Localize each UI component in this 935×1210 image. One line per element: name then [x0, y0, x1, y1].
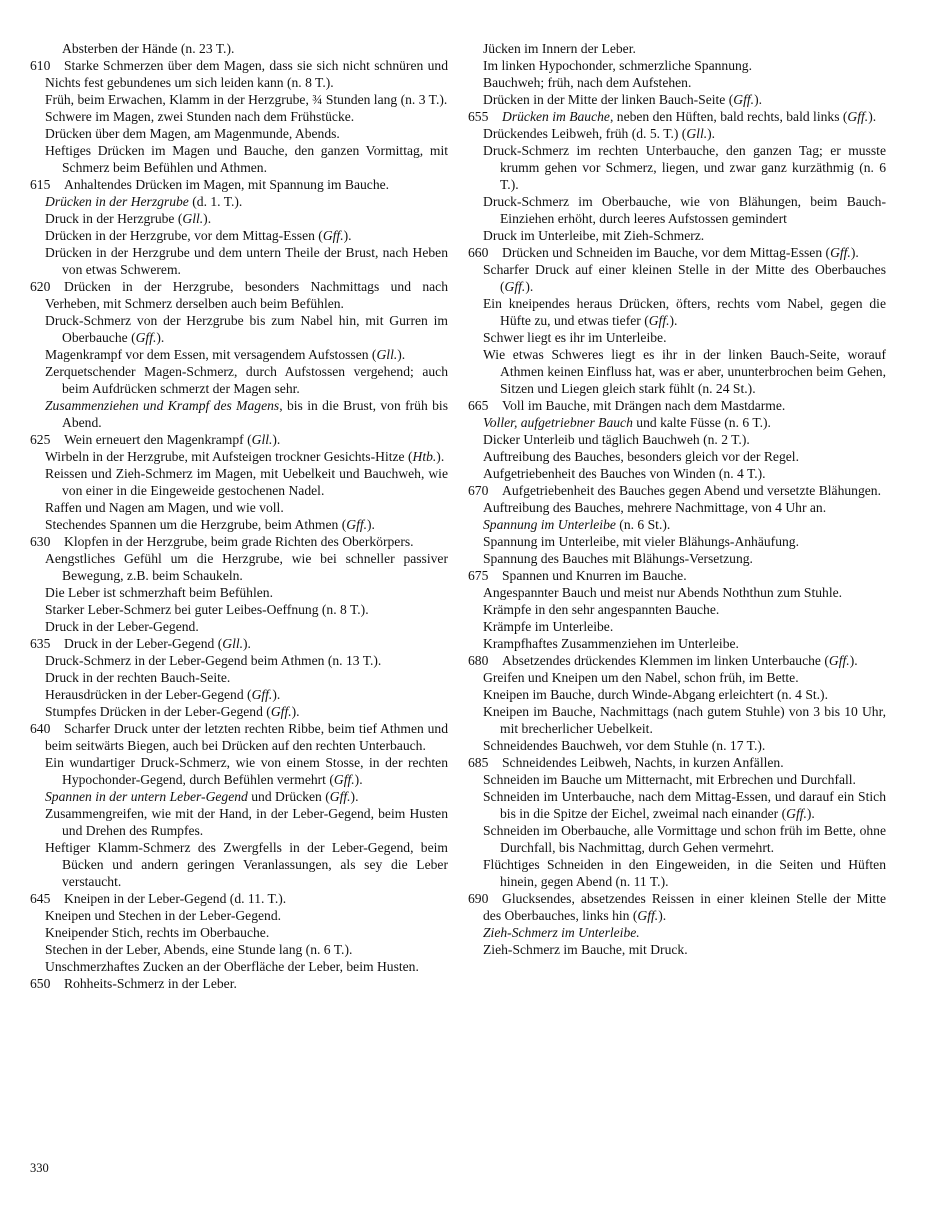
symptom-text: Spannen in der untern Leber-Gegend [45, 789, 248, 804]
symptom-text: Drücken im Bauche [502, 109, 610, 124]
symptom-text: Anhaltendes Drücken im Magen, mit Spannung im Bauche. [64, 177, 390, 192]
symptom-text: Drücken über dem Magen, am Magenmunde, Abends. [45, 126, 340, 141]
symptom-entry [483, 584, 886, 601]
symptom-entry [483, 669, 886, 686]
symptom-text: Zieh-Schmerz im Bauche, mit Druck. [483, 942, 688, 957]
symptom-text: Druck in der Herzgrube ( [45, 211, 183, 226]
symptom-entry [45, 686, 448, 703]
symptom-text: ). [291, 704, 300, 719]
symptom-entry [45, 91, 448, 108]
symptom-text: Reissen und Zieh-Schmerz im Magen, mit Uebelkeit und Bauchweh, wie von einer in die Eingeweide gestochenen Nadel. [45, 466, 448, 498]
symptom-text: Gff. [346, 517, 368, 532]
symptom-text: Schneiden im Bauche um Mitternacht, mit Erbrechen und Durchfall. [483, 772, 856, 787]
symptom-entry [483, 227, 886, 244]
symptom-text: ). [156, 330, 165, 345]
column-left [30, 40, 448, 992]
symptom-entry [45, 312, 448, 346]
symptom-text: Ein wundartiger Druck-Schmerz, wie von einem Stosse, in der rechten Hypochonder-Gegend, durch Befühlen vermehrt ( [45, 755, 448, 787]
symptom-text: ). [707, 126, 716, 141]
symptom-text: Gff. [828, 653, 850, 668]
symptom-text: ). [436, 449, 445, 464]
symptom-entry-635 [30, 635, 448, 652]
symptom-text: Druck-Schmerz in der Leber-Gegend beim Athmen (n. 13 T.). [45, 653, 382, 668]
symptom-text: Aufgetriebenheit des Bauches von Winden (n. 4 T.). [483, 466, 766, 481]
symptom-text: Gll. [686, 126, 708, 141]
symptom-entry [483, 465, 886, 482]
symptom-text: Gff. [329, 789, 351, 804]
symptom-text: Spannung im Unterleibe [483, 517, 616, 532]
symptom-text: ). [272, 687, 281, 702]
symptom-text: Ein kneipendes heraus Drücken, öfters, rechts vom Nabel, gegen die Hüfte zu, und etwas tiefer ( [483, 296, 886, 328]
symptom-text: , neben den Hüften, bald rechts, bald links ( [609, 109, 848, 124]
symptom-text: Gff. [270, 704, 292, 719]
symptom-text: Zusammenziehen und Krampf des Magens [45, 398, 280, 413]
symptom-text: ). [397, 347, 406, 362]
symptom-text: ). [806, 806, 815, 821]
symptom-entry [483, 261, 886, 295]
symptom-text: Krämpfe in den sehr angespannten Bauche. [483, 602, 720, 617]
symptom-entry [483, 499, 886, 516]
symptom-entry-625 [30, 431, 448, 448]
symptom-entry-680 [468, 652, 886, 669]
symptom-text: Scharfer Druck auf einer kleinen Stelle in der Mitte des Oberbauches ( [483, 262, 886, 294]
symptom-number: 680 [468, 653, 489, 668]
symptom-entry [45, 499, 448, 516]
symptom-entry [483, 533, 886, 550]
symptom-entry [483, 737, 886, 754]
symptom-text: Drücken in der Herzgrube und dem untern Theile der Brust, nach Heben von etwas Schwerem. [45, 245, 448, 277]
symptom-text: Kneipen in der Leber-Gegend (d. 11. T.). [64, 891, 287, 906]
symptom-text: Htb. [412, 449, 437, 464]
symptom-text: Spannen und Knurren im Bauche. [502, 568, 687, 583]
symptom-text: Druck in der rechten Bauch-Seite. [45, 670, 231, 685]
page-number: 330 [30, 1161, 49, 1175]
symptom-text: Raffen und Nagen am Magen, und wie voll. [45, 500, 284, 515]
symptom-text: Die Leber ist schmerzhaft beim Befühlen. [45, 585, 273, 600]
symptom-number: 665 [468, 398, 489, 413]
symptom-text: Krampfhaftes Zusammenziehen im Unterleibe. [483, 636, 739, 651]
symptom-text: Schwere im Magen, zwei Stunden nach dem Frühstücke. [45, 109, 355, 124]
symptom-text: Gll. [251, 432, 273, 447]
symptom-text: Spannung des Bauches mit Blähungs-Versetzung. [483, 551, 753, 566]
symptom-text: ). [203, 211, 212, 226]
symptom-entry [45, 227, 448, 244]
symptom-text: Schneiden im Oberbauche, alle Vormittage und schon früh im Bette, ohne Durchfall, bis Nachmittag, durch Gehen vermehrt. [483, 823, 886, 855]
symptom-entry [483, 431, 886, 448]
symptom-text: Heftiges Drücken im Magen und Bauche, den ganzen Vormittag, mit Schmerz beim Befühlen und Athmen. [45, 143, 448, 175]
symptom-entry [45, 108, 448, 125]
symptom-number: 655 [468, 109, 489, 124]
symptom-entry [483, 635, 886, 652]
symptom-number: 610 [30, 58, 51, 73]
symptom-entry [483, 346, 886, 397]
symptom-entry [45, 40, 448, 57]
symptom-text: Dicker Unterleib und täglich Bauchweh (n. 2 T.). [483, 432, 750, 447]
symptom-text: Druck in der Leber-Gegend. [45, 619, 199, 634]
symptom-text: ). [754, 92, 762, 107]
symptom-entry [45, 397, 448, 431]
symptom-text: Gff. [322, 228, 344, 243]
symptom-entry [45, 465, 448, 499]
symptom-text: Drücken in der Mitte der linken Bauch-Seite ( [483, 92, 734, 107]
symptom-number: 630 [30, 534, 51, 549]
symptom-text: Zusammengreifen, wie mit der Hand, in der Leber-Gegend, beim Husten und Drehen des Rumpfes. [45, 806, 448, 838]
symptom-entry-660 [468, 244, 886, 261]
two-column-text-block [30, 40, 887, 992]
symptom-entry [45, 754, 448, 788]
symptom-text: ). [243, 636, 251, 651]
symptom-text: Druck in der Leber-Gegend ( [64, 636, 223, 651]
symptom-entry-645 [30, 890, 448, 907]
symptom-entry [483, 550, 886, 567]
symptom-text: Gff. [135, 330, 157, 345]
symptom-entry [45, 941, 448, 958]
symptom-text: Gll. [182, 211, 204, 226]
symptom-text: Im linken Hypochonder, schmerzliche Spannung. [483, 58, 752, 73]
symptom-entry [483, 771, 886, 788]
symptom-entry [483, 193, 886, 227]
symptom-entry-690 [468, 890, 886, 924]
symptom-entry-630 [30, 533, 448, 550]
symptom-entry [45, 924, 448, 941]
symptom-text: ). [669, 313, 678, 328]
symptom-number: 620 [30, 279, 51, 294]
symptom-text: Kneipen im Bauche, durch Winde-Abgang erleichtert (n. 4 St.). [483, 687, 828, 702]
symptom-text: ). [850, 245, 859, 260]
symptom-text: Glucksendes, absetzendes Reissen in einer kleinen Stelle der Mitte des Oberbauches, links hin ( [483, 891, 886, 923]
symptom-entry [483, 618, 886, 635]
symptom-entry [483, 40, 886, 57]
symptom-text: Drücken in der Herzgrube [45, 194, 189, 209]
symptom-entry [483, 125, 886, 142]
symptom-text: Schneidendes Bauchweh, vor dem Stuhle (n. 17 T.). [483, 738, 766, 753]
symptom-entry [483, 856, 886, 890]
symptom-entry [45, 142, 448, 176]
symptom-text: ). [868, 109, 877, 124]
symptom-text: (n. 6 St.). [615, 517, 671, 532]
symptom-entry [45, 584, 448, 601]
symptom-number: 685 [468, 755, 489, 770]
symptom-entry [45, 516, 448, 533]
symptom-entry [483, 57, 886, 74]
symptom-entry [483, 74, 886, 91]
symptom-number: 635 [30, 636, 51, 651]
symptom-entry [483, 142, 886, 193]
symptom-text: Voller, aufgetriebner Bauch [483, 415, 633, 430]
symptom-text: Rohheits-Schmerz in der Leber. [64, 976, 237, 991]
symptom-text: Kneipen und Stechen in der Leber-Gegend. [45, 908, 282, 923]
symptom-entry-655 [468, 108, 886, 125]
symptom-entry [483, 686, 886, 703]
symptom-text: Magenkrampf vor dem Essen, mit versagendem Aufstossen ( [45, 347, 377, 362]
symptom-entry [45, 618, 448, 635]
symptom-entry-640 [30, 720, 448, 754]
symptom-text: Absetzendes drückendes Klemmen im linken Unterbauche ( [502, 653, 829, 668]
symptom-text: ). [658, 908, 667, 923]
symptom-text: Gff. [333, 772, 355, 787]
symptom-entry [45, 805, 448, 839]
symptom-entry [45, 839, 448, 890]
symptom-text: ). [272, 432, 281, 447]
symptom-entry-615 [30, 176, 448, 193]
symptom-number: 670 [468, 483, 489, 498]
symptom-text: Stechen in der Leber, Abends, eine Stunde lang (n. 6 T.). [45, 942, 353, 957]
symptom-entry-670 [468, 482, 886, 499]
symptom-number: 625 [30, 432, 51, 447]
symptom-text: Starke Schmerzen über dem Magen, dass sie sich nicht schnüren und Nichts fest gebundenes um sich leiden kann (n. 8 T.). [45, 58, 448, 90]
symptom-entry [483, 924, 886, 941]
symptom-entry [45, 907, 448, 924]
symptom-text: Schneiden im Unterbauche, nach dem Mittag-Essen, und darauf ein Stich bis in die Spitze der Eichel, zweimal nach einander ( [483, 789, 886, 821]
symptom-text: Druck-Schmerz von der Herzgrube bis zum Nabel hin, mit Gurren im Oberbauche ( [45, 313, 448, 345]
symptom-entry-610 [30, 57, 448, 91]
symptom-number: 660 [468, 245, 489, 260]
symptom-text: Kneipender Stich, rechts im Oberbauche. [45, 925, 270, 940]
symptom-text: Jücken im Innern der Leber. [483, 41, 636, 56]
symptom-text: Schneidendes Leibweh, Nachts, in kurzen Anfällen. [502, 755, 784, 770]
symptom-text: ). [343, 228, 352, 243]
symptom-text: ). [525, 279, 534, 294]
symptom-text: Kneipen im Bauche, Nachmittags (nach gutem Stuhle) von 3 bis 10 Uhr, mit brecherlicher Uebelkeit. [483, 704, 886, 736]
symptom-entry [45, 958, 448, 975]
symptom-text: Gll. [222, 636, 244, 651]
symptom-number: 645 [30, 891, 51, 906]
symptom-text: (d. 1. T.). [188, 194, 243, 209]
symptom-entry [483, 941, 886, 958]
symptom-text: Aufgetriebenheit des Bauches gegen Abend und versetzte Blähungen. [502, 483, 881, 498]
symptom-text: Angespannter Bauch und meist nur Abends Noththun zum Stuhle. [483, 585, 843, 600]
symptom-text: Gll. [376, 347, 398, 362]
symptom-text: , bis in die Brust, von früh bis Abend. [62, 398, 448, 430]
symptom-entry [45, 788, 448, 805]
symptom-text: Aengstliches Gefühl um die Herzgrube, wie bei schneller passiver Bewegung, z.B. beim Schaukeln. [45, 551, 448, 583]
symptom-entry [483, 414, 886, 431]
symptom-text: Krämpfe im Unterleibe. [483, 619, 614, 634]
symptom-entry [483, 703, 886, 737]
symptom-text: Zerquetschender Magen-Schmerz, durch Aufstossen vergehend; auch beim Aufdrücken schmerzt der Magen sehr. [45, 364, 448, 396]
symptom-entry-685 [468, 754, 886, 771]
symptom-entry [483, 329, 886, 346]
symptom-entry-665 [468, 397, 886, 414]
symptom-text: Bauchweh; früh, nach dem Aufstehen. [483, 75, 692, 90]
symptom-entry [483, 516, 886, 533]
symptom-text: Gff. [637, 908, 659, 923]
symptom-text: Gff. [733, 92, 755, 107]
symptom-text: Gff. [847, 109, 869, 124]
symptom-text: Gff. [504, 279, 526, 294]
symptom-text: Wein erneuert den Magenkrampf ( [64, 432, 252, 447]
symptom-text: Unschmerzhaftes Zucken an der Oberfläche der Leber, beim Husten. [45, 959, 419, 974]
symptom-entry [45, 346, 448, 363]
symptom-text: ). [350, 789, 359, 804]
symptom-entry [483, 601, 886, 618]
symptom-text: ). [367, 517, 375, 532]
symptom-entry [45, 601, 448, 618]
symptom-text: Wirbeln in der Herzgrube, mit Aufsteigen trockner Gesichts-Hitze ( [45, 449, 413, 464]
symptom-text: Druck-Schmerz im rechten Unterbauche, den ganzen Tag; er musste krumm gehen vor Schmerz, liegen, und zwar ganz kurzäthmig (n. 6 T.). [483, 143, 886, 192]
symptom-text: und Drücken ( [247, 789, 330, 804]
symptom-text: und kalte Füsse (n. 6 T.). [632, 415, 771, 430]
symptom-entry [45, 703, 448, 720]
symptom-text: Druck im Unterleibe, mit Zieh-Schmerz. [483, 228, 705, 243]
symptom-text: Gff. [830, 245, 851, 260]
symptom-text: Stechendes Spannen um die Herzgrube, beim Athmen ( [45, 517, 347, 532]
symptom-text: Gff. [786, 806, 807, 821]
symptom-entry [483, 448, 886, 465]
symptom-entry-650 [30, 975, 448, 992]
symptom-number: 690 [468, 891, 489, 906]
symptom-text: Absterben der Hände (n. 23 T.). [62, 41, 235, 56]
symptom-entry [483, 788, 886, 822]
symptom-text: Greifen und Kneipen um den Nabel, schon früh, im Bette. [483, 670, 799, 685]
symptom-entry [45, 669, 448, 686]
symptom-text: Spannung im Unterleibe, mit vieler Blähungs-Anhäufung. [483, 534, 799, 549]
symptom-text: Klopfen in der Herzgrube, beim grade Richten des Oberkörpers. [64, 534, 414, 549]
symptom-entry [45, 448, 448, 465]
symptom-text: Voll im Bauche, mit Drängen nach dem Mastdarme. [502, 398, 786, 413]
symptom-text: Stumpfes Drücken in der Leber-Gegend ( [45, 704, 271, 719]
symptom-text: Drücken in der Herzgrube, besonders Nachmittags und nach Verheben, mit Schmerz derselben auch beim Befühlen. [45, 279, 448, 311]
symptom-entry [45, 210, 448, 227]
symptom-text: Gff. [648, 313, 670, 328]
symptom-entry [45, 363, 448, 397]
symptom-text: Schwer liegt es ihr im Unterleibe. [483, 330, 667, 345]
symptom-text: Drücken und Schneiden im Bauche, vor dem Mittag-Essen ( [502, 245, 831, 260]
symptom-text: ). [354, 772, 363, 787]
symptom-text: Gff. [251, 687, 273, 702]
symptom-text: Druck-Schmerz im Oberbauche, wie von Blähungen, beim Bauch-Einziehen erhöht, durch leeres Aufstossen gemindert [483, 194, 886, 226]
symptom-number: 650 [30, 976, 51, 991]
symptom-text: Flüchtiges Schneiden in den Eingeweiden, in die Seiten und Hüften hinein, gegen Abend (n. 11 T.). [483, 857, 886, 889]
symptom-entry-675 [468, 567, 886, 584]
symptom-text: Scharfer Druck unter der letzten rechten Ribbe, beim tief Athmen und beim seitwärts Biegen, auch bei Drücken auf den rechten Unterbauch. [45, 721, 448, 753]
symptom-text: Zieh-Schmerz im Unterleibe. [483, 925, 640, 940]
symptom-text: Wie etwas Schweres liegt es ihr in der linken Bauch-Seite, worauf Athmen keinen Einfluss hat, was er aber, ununterbrochen beim Gehen, Sitzen und Liegen gleich stark fühlt (n. 24 St.). [483, 347, 886, 396]
symptom-number: 640 [30, 721, 51, 736]
symptom-text: Heftiger Klamm-Schmerz des Zwergfells in der Leber-Gegend, beim Bücken und andern geringen Veranlassungen, als sey die Leber verstaucht. [45, 840, 448, 889]
symptom-text: ). [849, 653, 858, 668]
symptom-number: 675 [468, 568, 489, 583]
symptom-entry [483, 295, 886, 329]
symptom-text: Auftreibung des Bauches, besonders gleich vor der Regel. [483, 449, 799, 464]
column-right [468, 40, 886, 992]
symptom-entry [45, 652, 448, 669]
symptom-entry [483, 822, 886, 856]
symptom-number: 615 [30, 177, 51, 192]
symptom-text: Auftreibung des Bauches, mehrere Nachmittage, von 4 Uhr an. [483, 500, 827, 515]
symptom-text: Starker Leber-Schmerz bei guter Leibes-Oeffnung (n. 8 T.). [45, 602, 369, 617]
symptom-text: Drücken in der Herzgrube, vor dem Mittag-Essen ( [45, 228, 323, 243]
symptom-text: Herausdrücken in der Leber-Gegend ( [45, 687, 252, 702]
symptom-entry [45, 550, 448, 584]
symptom-text: Drückendes Leibweh, früh (d. 5. T.) ( [483, 126, 687, 141]
symptom-text: Früh, beim Erwachen, Klamm in der Herzgrube, ¾ Stunden lang (n. 3 T.). [45, 92, 448, 107]
symptom-entry [45, 244, 448, 278]
symptom-entry [45, 193, 448, 210]
symptom-entry [45, 125, 448, 142]
symptom-entry-620 [30, 278, 448, 312]
symptom-entry [483, 91, 886, 108]
